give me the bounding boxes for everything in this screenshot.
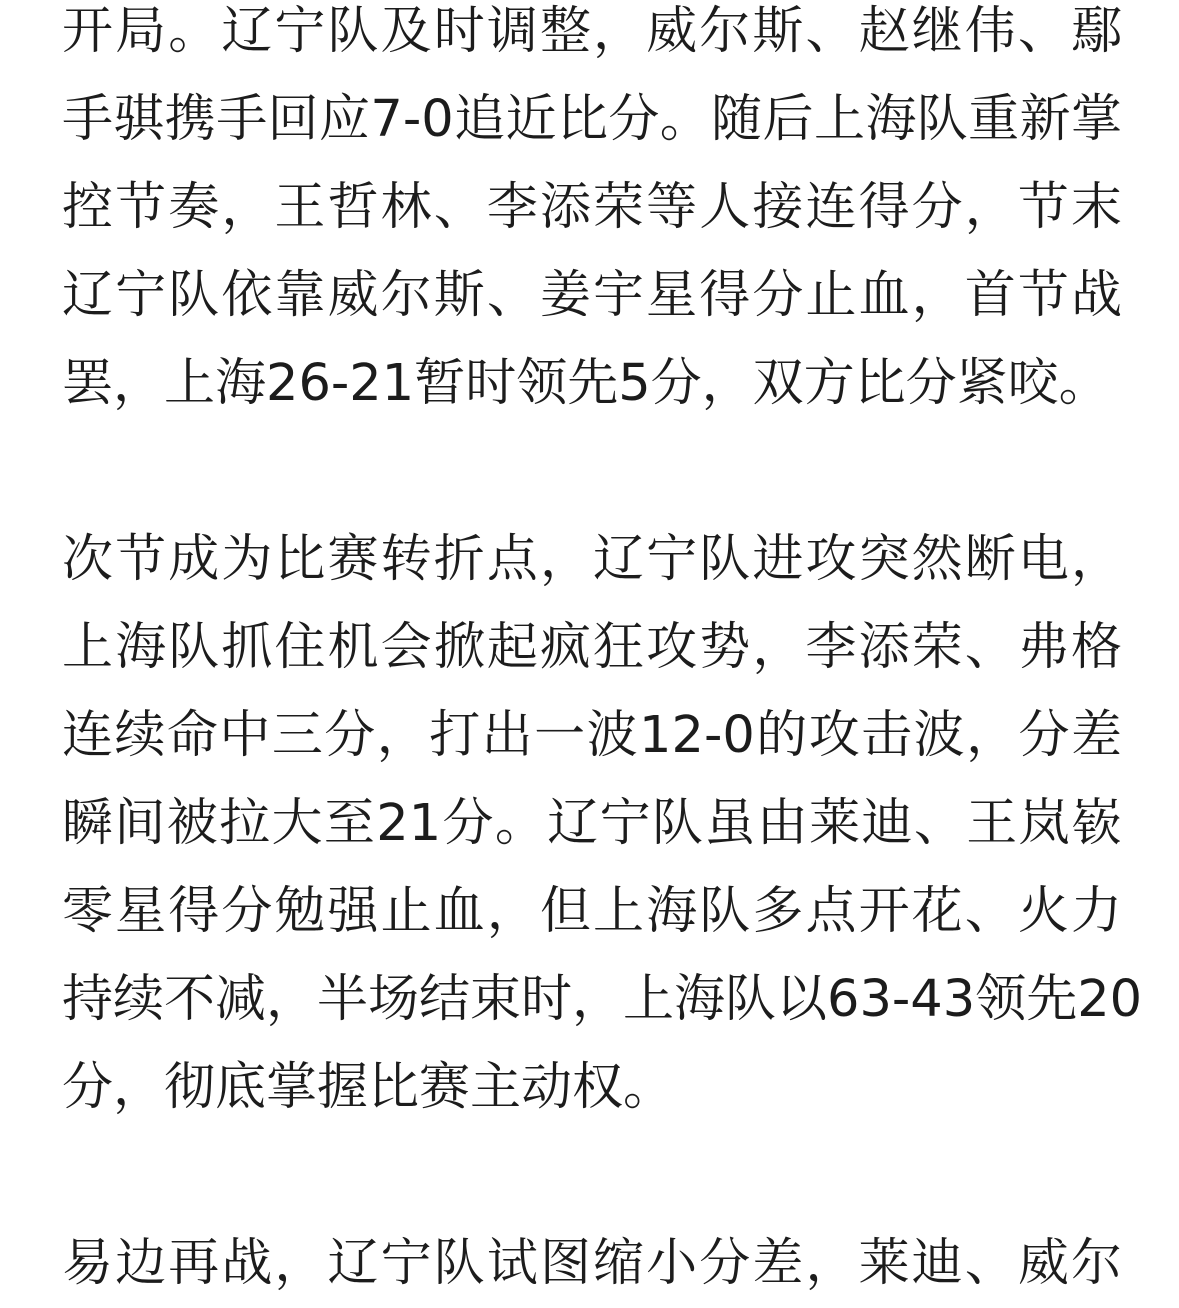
text-line: 次节成为比赛转折点，辽宁队进攻突然断电， xyxy=(62,530,1122,589)
text-line: 上海队抓住机会掀起疯狂攻势，李添荣、弗格 xyxy=(62,618,1122,677)
paragraph-second-quarter xyxy=(62,516,1143,1132)
paragraph-second-half xyxy=(62,1220,1122,1308)
text-line: 辽宁队依靠威尔斯、姜宇星得分止血，首节战 xyxy=(62,266,1122,325)
text-line: 易边再战，辽宁队试图缩小分差，莱迪、威尔 xyxy=(62,1234,1122,1293)
text-line: 手骐携手回应7-0追近比分。随后上海队重新掌 xyxy=(62,90,1122,149)
article-body xyxy=(62,0,1143,1308)
text-line: 瞬间被拉大至21分。辽宁队虽由莱迪、王岚嵚 xyxy=(62,794,1122,853)
text-line: 罢，上海26-21暂时领先5分，双方比分紧咬。 xyxy=(62,354,1110,413)
text-line: 开局。辽宁队及时调整，威尔斯、赵继伟、鄢 xyxy=(62,2,1122,61)
text-line: 连续命中三分，打出一波12-0的攻击波，分差 xyxy=(62,706,1122,765)
paragraph-first-quarter xyxy=(62,0,1122,428)
text-line: 持续不减，半场结束时，上海队以63-43领先20 xyxy=(62,970,1143,1029)
text-line: 分，彻底掌握比赛主动权。 xyxy=(62,1058,675,1117)
text-line: 控节奏，王哲林、李添荣等人接连得分，节末 xyxy=(62,178,1122,237)
text-line: 零星得分勉强止血，但上海队多点开花、火力 xyxy=(62,882,1122,941)
